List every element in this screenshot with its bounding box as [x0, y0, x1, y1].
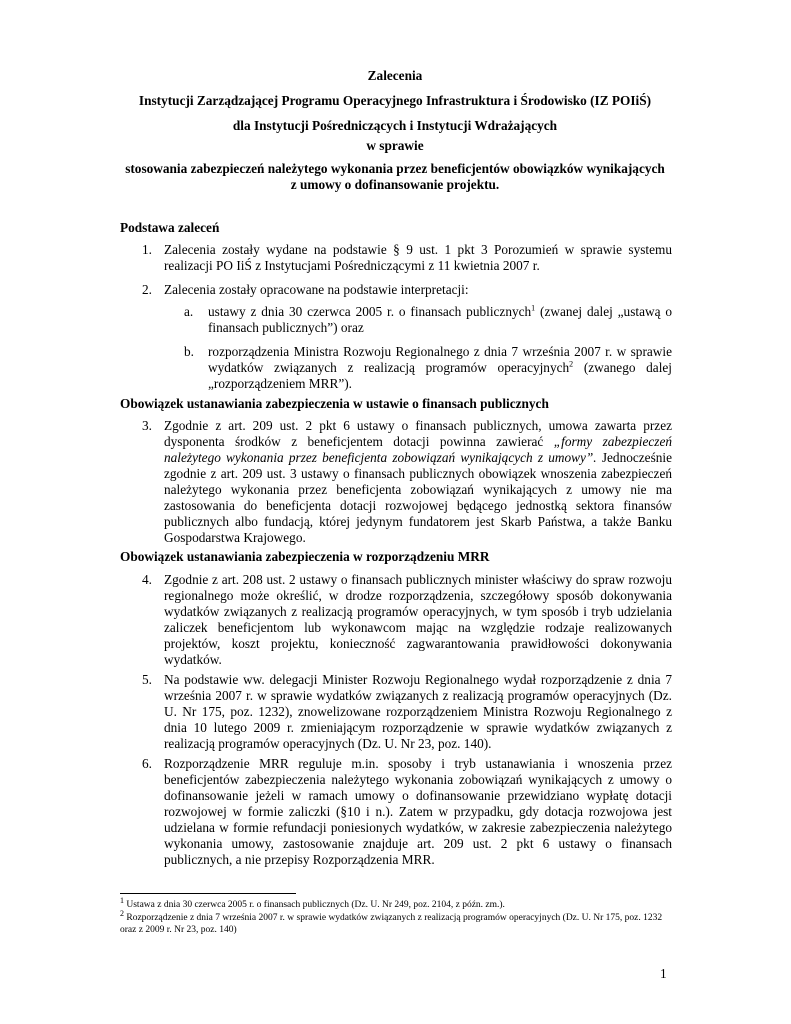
list-item-1 — [120, 242, 672, 274]
list-number: 4. — [142, 572, 152, 587]
list-number: 3. — [142, 418, 152, 433]
list-item-text: Zalecenia zostały opracowane na podstawie interpretacji: — [164, 282, 469, 297]
section-heading-podstawa: Podstawa zaleceń — [120, 220, 220, 235]
sub-item-text: ustawy z dnia 30 czerwca 2005 r. o finansach publicznych$^1$ (zwanej dalej „ustawą o finansach publicznych”) oraz — [208, 303, 672, 335]
list-item-6 — [120, 756, 672, 868]
quoted-italic-text: „formy zabezpieczeń należytego wykonania przez beneficjenta zobowiązań wynikających z umowy”. — [164, 434, 672, 465]
footnote-2: $^2$ Rozporządzenie z dnia 7 września 2007 r. w sprawie wydatków związanych z realizacją programów operacyjnych (Dz. U. Nr 175, poz. 1232 oraz z 2009 r. Nr 23, poz. 140) — [120, 908, 663, 935]
doc-title-subject-2: z umowy o dofinansowanie projektu. — [290, 177, 500, 192]
list-item-text: Zgodnie z art. 208 ust. 2 ustawy o finansach publicznych minister właściwy do spraw rozwoju regionalnego może określić, w drodze rozporządzenia, szczegółowy sposób dokonywania wydatków związanych z realizacją programów operacyjnych, w tym sposób i tryb udzielania zaliczek beneficjentom lub wykonawcom mając na względzie rodzaje realizowanych projektów, koszt projektu, konieczność zagwarantowania prawidłowości dokonywania wydatków. — [164, 572, 672, 667]
doc-title-w-sprawie: w sprawie — [366, 138, 424, 153]
footnote-ref-2[interactable]: 2 — [569, 359, 574, 369]
list-item-5 — [120, 672, 672, 752]
doc-title-institution: Instytucji Zarządzającej Programu Operacyjnego Infrastruktura i Środowisko (IZ POIiŚ) — [138, 93, 652, 108]
sub-item-text: rozporządzenia Ministra Rozwoju Regionalnego z dnia 7 września 2007 r. w sprawie wydatków związanych z realizacją programów operacyjnych$^2$ (zwanego dalej „rozporządzeniem MRR”). — [208, 344, 673, 391]
doc-title: Zalecenia — [367, 68, 423, 83]
list-item-2 — [120, 282, 672, 298]
sub-item-letter: a. — [184, 304, 194, 319]
footnote-mark: 1 — [120, 895, 124, 905]
doc-title-subject-1: stosowania zabezpieczeń należytego wykonania przez beneficjentów obowiązków wynikających — [125, 161, 665, 176]
list-number: 6. — [142, 756, 152, 771]
list-item-text: Rozporządzenie MRR reguluje m.in. sposoby i tryb ustanawiania i wnoszenia przez beneficjentów zabezpieczenia należytego wykonania zobowiązań wynikających z umowy o dofinansowanie jeżeli w ramach umowy o dofinansowanie przewidziano wypłatę dotacji rozwojowej w formie zaliczki (§10 i n.). Zatem w przypadku, gdy dotacja rozwojowa jest udzielana w formie refundacji poniesionych wydatków, w zakresie zabezpieczenia należytego wykonania umowy, zastosowanie znajduje art. 209 ust. 2 pkt 6 ustawy o finansach publicznych, a nie przepisy Rozporządzenia MRR. — [164, 756, 672, 867]
section-heading-mrr: Obowiązek ustanawiania zabezpieczenia w rozporządzeniu MRR — [120, 549, 490, 564]
section-heading-ustawa: Obowiązek ustanawiania zabezpieczenia w ustawie o finansach publicznych — [120, 396, 549, 411]
list-item-text: Zalecenia zostały wydane na podstawie § 9 ust. 1 pkt 3 Porozumień w sprawie systemu realizacji PO IiŚ z Instytucjami Pośredniczącymi z 11 kwietnia 2007 r. — [164, 242, 672, 273]
list-item-3 — [120, 418, 672, 546]
list-item-4 — [120, 572, 672, 668]
list-number: 1. — [142, 242, 152, 257]
sub-item-letter: b. — [184, 344, 194, 359]
footnote-1: $^1$ Ustawa z dnia 30 czerwca 2005 r. o finansach publicznych (Dz. U. Nr 249, poz. 2104, z późn. zm.). — [120, 895, 505, 910]
list-number: 5. — [142, 672, 152, 687]
footnote-separator — [120, 893, 296, 894]
doc-title-addressees: dla Instytucji Pośredniczących i Instytucji Wdrażających — [232, 118, 558, 133]
sub-item-b — [120, 344, 672, 392]
list-number: 2. — [142, 282, 152, 297]
list-item-text: Zgodnie z art. 209 ust. 2 pkt 6 ustawy o finansach publicznych, umowa zawarta przez dysponenta środków z beneficjentem dotacji powinna zawierać „formy zabezpieczeń należytego wykonania przez beneficjenta zobowiązań wynikających z umowy”. Jednocześnie zgodnie z art. 209 ust. 3 ustawy o finansach publicznych obowiązek wnoszenia zabezpieczeń należytego wykonania przez beneficjenta zobowiązań wynikających z umowy nie ma zastosowania do beneficjenta dotacji rozwojowej będącego jednostką sektora finansów publicznych albo fundacją, której jedynym fundatorem jest Skarb Państwa, a także Banku Gospodarstwa Krajowego. — [164, 418, 672, 545]
footnote-mark: 2 — [120, 908, 124, 918]
sub-item-a — [120, 304, 672, 336]
list-item-text: Na podstawie ww. delegacji Minister Rozwoju Regionalnego wydał rozporządzenie z dnia 7 września 2007 r. w sprawie wydatków związanych z realizacją programów operacyjnych (Dz. U. Nr 175, poz. 1232), znowelizowane rozporządzeniem Ministra Rozwoju Regionalnego z dnia 10 lutego 2009 r. zmieniającym rozporządzenie w sprawie wydatków związanych z realizacją programów operacyjnych (Dz. U. Nr 23, poz. 140). — [164, 672, 672, 751]
footnote-ref-1[interactable]: 1 — [531, 303, 536, 313]
page-number: 1 — [660, 966, 667, 981]
